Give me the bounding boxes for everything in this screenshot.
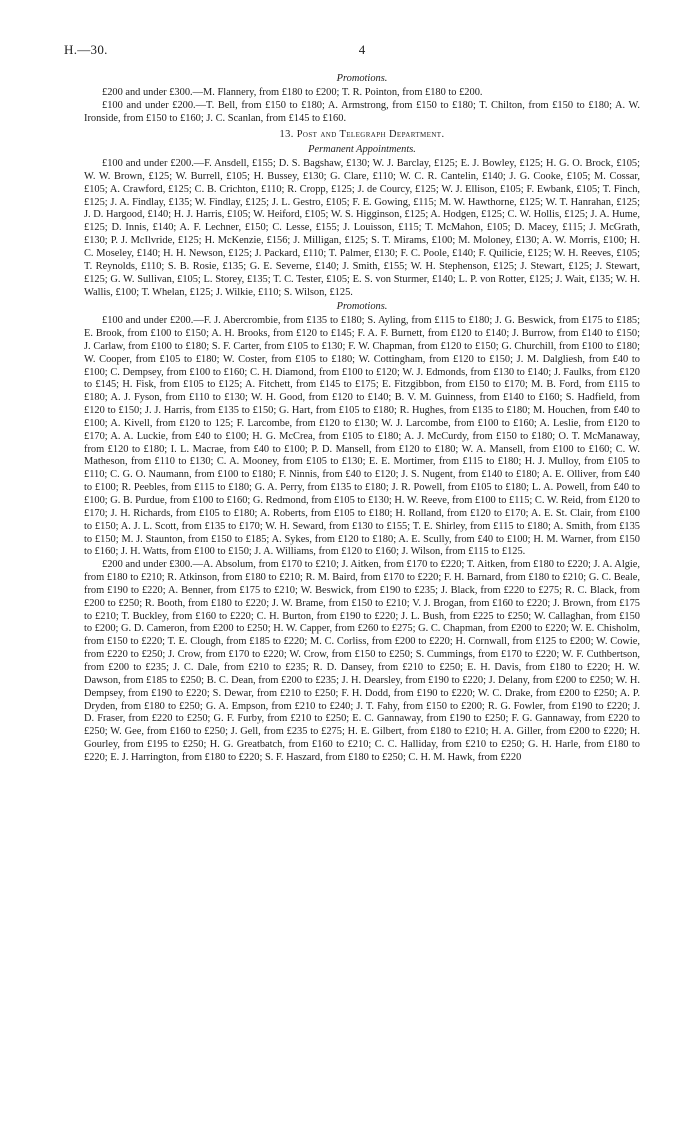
promotions-section-2 <box>84 301 640 764</box>
section-heading: Promotions. <box>336 73 388 84</box>
page-number: 4 <box>358 42 366 57</box>
paragraph: £200 and under £300.—A. Absolum, from £170 to £210; J. Aitken, from £170 to £220; T. Aitken, from £180 to £220; J. A. Algie, from £180 to £210; R. Atkinson, from £180 to £210; R. M. Baird, from £170 to £220; F. H. Barnard, from £180 to £210; G. C. Beale, from £190 to £220; A. Benner, from £175 to £210; W. Beswick, from £190 to £235; J. Black, from £220 to £275; R. C. Black, from £200 to £250; R. Booth, from £180 to £220; J. W. Brame, from £150 to £210; V. J. Brogan, from £160 to £220; J. Brown, from £175 to £210; T. Buckley, from £160 to £220; C. H. Burton, from £190 to £220; J. L. Bush, from £225 to £250; W. Callaghan, from £150 to £200; G. D. Cameron, from £200 to £250; H. W. Capper, from £260 to £275; G. C. Chapman, from £200 to £220; W. E. Chisholm, from £150 to £220; T. E. Clough, from £185 to £220; M. C. Corliss, from £200 to £220; H. Cornwall, from £125 to £200; W. Cowie, from £220 to £250; J. Crow, from £170 to £220; W. Crow, from £150 to £250; S. Cummings, from £170 to £220; W. F. Cuthbertson, from £200 to £235; J. C. Dale, from £210 to £235; R. D. Dansey, from £210 to £250; E. H. Davis, from £180 to £220; H. W. Dawson, from £185 to £250; B. C. Dean, from £200 to £235; J. H. Dearsley, from £190 to £220; J. Delany, from £200 to £250; W. H. Dempsey, from £190 to £220; S. Dewar, from £210 to £250; F. H. Dodd, from £190 to £220; W. C. Drake, from £200 to £250; A. P. Dryden, from £180 to £250; G. A. Empson, from £210 to £240; J. T. Fahy, from £150 to £200; R. G. Fowler, from £190 to £220; J. D. Fraser, from £220 to £250; G. F. Furby, from £210 to £250; E. C. Gannaway, from £190 to £250; F. G. Gannaway, from £220 to £250; W. Gee, from £160 to £250; J. Gell, from £235 to £275; H. E. Gilbert, from £180 to £210; H. A. Giller, from £200 to £220; H. Gourley, from £195 to £250; H. G. Greatbatch, from £160 to £210; C. C. Halliday, from £210 to £250; G. H. Harle, from £180 to £220; E. J. Harrington, from £180 to £220; S. F. Haszard, from £180 to £250; C. H. M. Hawk, from £220 <box>84 559 640 763</box>
post-telegraph-section <box>84 129 640 299</box>
page-header <box>64 42 640 64</box>
department-heading: 13. Post and Telegraph Department. <box>279 129 445 141</box>
paragraph: £100 and under £200.—F. J. Abercrombie, from £135 to £180; S. Ayling, from £115 to £180; J. G. Beswick, from £175 to £185; E. Brook, from £100 to £150; A. H. Brooks, from £120 to £145; F. A. F. Burnett, from £120 to £140; J. Burrow, from £140 to £150; J. Carlaw, from £100 to £180; S. F. Carter, from £105 to £130; F. W. Chapman, from £120 to £150; G. Churchill, from £100 to £180; W. Cooper, from £105 to £180; W. Coster, from £105 to £180; W. Cottingham, from £120 to £150; J. M. Dalgliesh, from £40 to £100; C. Dempsey, from £100 to £160; C. H. Diamond, from £100 to £120; W. J. Edmonds, from £130 to £140; J. Faulks, from £120 to £145; H. Fisk, from £105 to £125; A. Fitchett, from £145 to £175; E. Fitzgibbon, from £150 to £170; M. B. Ford, from £115 to £180; A. J. Fyson, from £110 to £130; W. H. Good, from £120 to £140; B. V. M. Guinness, from £140 to £160; S. Hadfield, from £120 to £150; J. J. Harris, from £135 to £150; G. Hart, from £105 to £180; R. Hughes, from £135 to £180; M. Houchen, from £40 to £100; A. Kivell, from £120 to 125; F. Larcombe, from £120 to £130; W. J. Larcombe, from £100 to £160; A. Leslie, from £120 to £170; A. A. Luckie, from £40 to £100; H. G. McCrea, from £105 to £180; A. J. McCurdy, from £150 to £180; O. T. McManaway, from £120 to £180; I. L. Macrae, from £40 to £100; P. D. Mansell, from £120 to £180; W. A. Mansell, from £100 to £160; C. W. Matheson, from £110 to £130; C. A. Mooney, from £105 to £130; E. E. Mortimer, from £115 to £180; H. J. Mulloy, from £105 to £110; C. G. O. Naumann, from £100 to £180; F. Ninnis, from £40 to £120; J. S. Nugent, from £140 to £180; A. E. Olliver, from £40 to £100; R. Peebles, from £115 to £180; G. A. Perry, from £135 to £180; J. R. Powell, from £105 to £180; L. A. Powell, from £40 to £100; G. B. Purdue, from £100 to £160; G. Redmond, from £105 to £130; H. W. Reeve, from £100 to £115; C. W. Reid, from £120 to £170; J. H. Richards, from £105 to £180; A. Roberts, from £105 to £180; H. Rolland, from £120 to £170; A. E. St. Clair, from £100 to £150; A. J. L. Scott, from £135 to £170; W. H. Seward, from £130 to £155; T. E. Shirley, from £115 to £180; A. Smith, from £135 to £150; M. J. Staunton, from £150 to £185; A. Sykes, from £120 to £180; A. E. Scully, from £40 to £100; H. M. Warner, from £150 to £160; J. H. Watts, from £100 to £150; J. A. Williams, from £120 to £160; J. Wilson, from £115 to £125. <box>84 315 640 558</box>
paragraph: £100 and under £200.—F. Ansdell, £155; D. S. Bagshaw, £130; W. J. Barclay, £125; E. J. Bowley, £125; H. G. O. Brock, £105; W. W. Brown, £125; W. Burrell, £105; H. Bussey, £130; G. Clare, £110; W. C. R. Cantelin, £140; J. G. Cooke, £105; M. Cossar, £105; A. Crawford, £125; C. B. Crichton, £110; R. Cropp, £125; J. de Courcy, £125; W. J. Ellison, £105; F. Ewbank, £105; T. Finch, £125; J. A. Findlay, £135; W. Findlay, £125; J. L. Gestro, £105; F. E. Gowing, £115; M. W. Hawthorne, £125; W. T. Hanrahan, £125; J. D. Hargood, £140; H. J. Harris, £105; W. Heiford, £105; W. S. Higginson, £125; A. Hodgen, £125; C. W. Hollis, £125; J. A. Hume, £125; D. Innis, £140; A. F. Lechner, £150; C. Lesse, £155; J. Louisson, £115; T. McMahon, £105; D. Macey, £115; J. McGrath, £130; P. J. McIlvride, £125; H. McKenzie, £156; J. Milligan, £125; S. T. Mirams, £100; M. Moloney, £130; A. W. Morris, £100; H. C. Moseley, £140; H. H. Newson, £125; J. Packard, £110; T. Palmer, £130; F. C. Poole, £140; F. Quilicie, £125; W. H. Reeves, £105; T. Reynolds, £110; S. B. Rosie, £135; G. E. Severne, £140; J. Smith, £155; W. H. Stephenson, £125; J. Stewart, £125; J. Stewart, £125; G. W. Sullivan, £105; L. Storey, £135; T. C. Tester, £105; E. S. von Sturmer, £140; L. P. von Rotter, £125; J. Wait, £135; W. H. Wallis, £100; T. Whelan, £125; J. Wilkie, £110; S. Wilson, £125. <box>84 158 640 298</box>
section-heading: Permanent Appointments. <box>308 144 416 156</box>
section-heading: Promotions. <box>336 301 388 313</box>
paragraph: £100 and under £200.—T. Bell, from £150 to £180; A. Armstrong, from £150 to £180; T. Chilton, from £150 to £180; A. W. Ironside, from £150 to £160; J. C. Scanlan, from £145 to £160. <box>84 99 640 124</box>
paragraph: £200 and under £300.—M. Flannery, from £180 to £200; T. R. Pointon, from £180 to £200. <box>102 86 483 98</box>
document-reference: H.—30. <box>64 42 108 57</box>
promotions-section-1 <box>84 73 640 125</box>
